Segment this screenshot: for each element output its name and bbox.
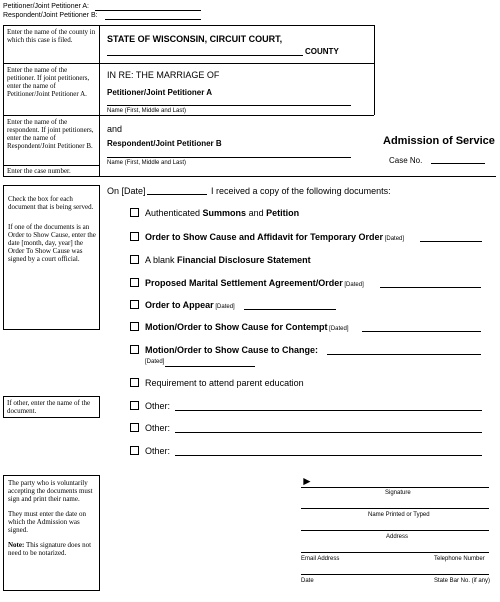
respondent-label: Respondent/Joint Petitioner B xyxy=(107,139,222,148)
other-3-field[interactable] xyxy=(175,455,482,456)
address-line[interactable] xyxy=(301,530,489,531)
respondent-name-field[interactable] xyxy=(107,157,351,158)
date-label: Date xyxy=(301,578,314,584)
change-field[interactable] xyxy=(327,354,481,355)
item-order-to-appear: Order to Appear [Dated] xyxy=(145,300,235,310)
respondent-b-label: Respondent/Joint Petitioner B: xyxy=(3,12,98,19)
item-other-3: Other: xyxy=(145,446,171,456)
address-label: Address xyxy=(386,534,409,540)
change-dated-label: [Dated] xyxy=(145,359,165,365)
item-contempt: Motion/Order to Show Cause for Contempt [Dated] xyxy=(145,322,349,332)
county-label: COUNTY xyxy=(305,47,339,56)
petitioner-name-field[interactable] xyxy=(107,105,351,106)
checkbox-change[interactable] xyxy=(130,345,139,354)
sign-here-arrow-icon: ► xyxy=(301,474,313,488)
instruction-respondent: Enter the name of the respondent. If joint petitioners, enter the name of Respondent/Joint Petitioner B. xyxy=(3,115,100,166)
settlement-date-field[interactable] xyxy=(380,287,481,288)
caption-divider xyxy=(374,25,375,115)
caption-bottom-rule xyxy=(100,176,496,177)
signature-label: Signature xyxy=(385,490,411,496)
petitioner-label: Petitioner/Joint Petitioner A xyxy=(107,88,213,97)
case-no-label: Case No. xyxy=(389,156,423,165)
received-date-field[interactable] xyxy=(147,194,207,195)
checkbox-parent-education[interactable] xyxy=(130,378,139,387)
county-field[interactable] xyxy=(107,55,303,56)
order-to-appear-date-field[interactable] xyxy=(244,309,336,310)
instruction-signature: The party who is voluntarily accepting the documents must sign and print their name. They must enter the date on which the Admission was signed. Note: This signature does not need to be notarized. xyxy=(3,475,100,591)
instruction-case-number: Enter the case number. xyxy=(3,165,100,177)
and-text: and xyxy=(107,124,123,134)
item-order-show-cause: Order to Show Cause and Affidavit for Temporary Order [Dated] xyxy=(145,232,405,242)
signature-line[interactable] xyxy=(301,487,489,488)
instruction-petitioner: Enter the name of the petitioner. If joint petitioners, enter the name of Petitioner/Joint Petitioner A. xyxy=(3,63,100,116)
state-bar-label: State Bar No. (if any) xyxy=(434,578,491,584)
petitioner-a-label: Petitioner/Joint Petitioner A: xyxy=(3,3,89,10)
instruction-county: Enter the name of the county in which this case is filed. xyxy=(3,25,100,64)
checkbox-settlement[interactable] xyxy=(130,278,139,287)
checkbox-contempt[interactable] xyxy=(130,322,139,331)
checkbox-other-1[interactable] xyxy=(130,401,139,410)
in-re-text: IN RE: THE MARRIAGE OF xyxy=(107,70,220,80)
checkbox-order-show-cause[interactable] xyxy=(130,232,139,241)
name-hint-a: Name (First, Middle and Last) xyxy=(107,108,187,114)
name-hint-b: Name (First, Middle and Last) xyxy=(107,160,187,166)
received-text: I received a copy of the following documents: xyxy=(211,186,391,196)
item-summons: Authenticated Summons and Petition xyxy=(145,208,300,218)
name-printed-line[interactable] xyxy=(301,508,489,509)
caption-rule-2 xyxy=(100,115,374,116)
contempt-date-field[interactable] xyxy=(362,331,481,332)
caption-top-rule xyxy=(100,25,374,26)
other-2-field[interactable] xyxy=(175,432,482,433)
item-other-1: Other: xyxy=(145,401,171,411)
email-phone-line[interactable] xyxy=(301,552,489,553)
email-label: Email Address xyxy=(301,556,340,562)
other-1-field[interactable] xyxy=(175,410,482,411)
court-heading: STATE OF WISCONSIN, CIRCUIT COURT, xyxy=(107,34,283,44)
item-settlement: Proposed Marital Settlement Agreement/Order [Dated] xyxy=(145,278,364,288)
note-text: Note: This signature does not need to be notarized. xyxy=(8,541,92,557)
order-show-cause-date-field[interactable] xyxy=(420,241,482,242)
checkbox-financial-disclosure[interactable] xyxy=(130,255,139,264)
change-date-field[interactable] xyxy=(165,366,255,367)
document-title: Admission of Service xyxy=(383,135,495,147)
case-no-field[interactable] xyxy=(431,163,485,164)
item-other-2: Other: xyxy=(145,423,171,433)
on-date-label: On [Date] xyxy=(107,186,146,196)
caption-rule-1 xyxy=(100,63,374,64)
respondent-b-field[interactable] xyxy=(105,19,201,20)
checkbox-other-2[interactable] xyxy=(130,423,139,432)
name-printed-label: Name Printed or Typed xyxy=(368,512,430,518)
telephone-label: Telephone Number xyxy=(434,556,485,562)
date-bar-line[interactable] xyxy=(301,574,489,575)
checkbox-other-3[interactable] xyxy=(130,446,139,455)
item-financial-disclosure: A blank Financial Disclosure Statement xyxy=(145,255,311,265)
petitioner-a-field[interactable] xyxy=(95,10,201,11)
checkbox-summons[interactable] xyxy=(130,208,139,217)
instruction-other: If other, enter the name of the document. xyxy=(3,396,100,418)
item-change: Motion/Order to Show Cause to Change: xyxy=(145,345,318,355)
instruction-documents: Check the box for each document that is being served. If one of the documents is an Order to Show Cause, enter the date [month, day, year] the Order To Show Cause was signed by a court official. xyxy=(3,185,100,330)
checkbox-order-to-appear[interactable] xyxy=(130,300,139,309)
item-parent-education: Requirement to attend parent education xyxy=(145,378,304,388)
